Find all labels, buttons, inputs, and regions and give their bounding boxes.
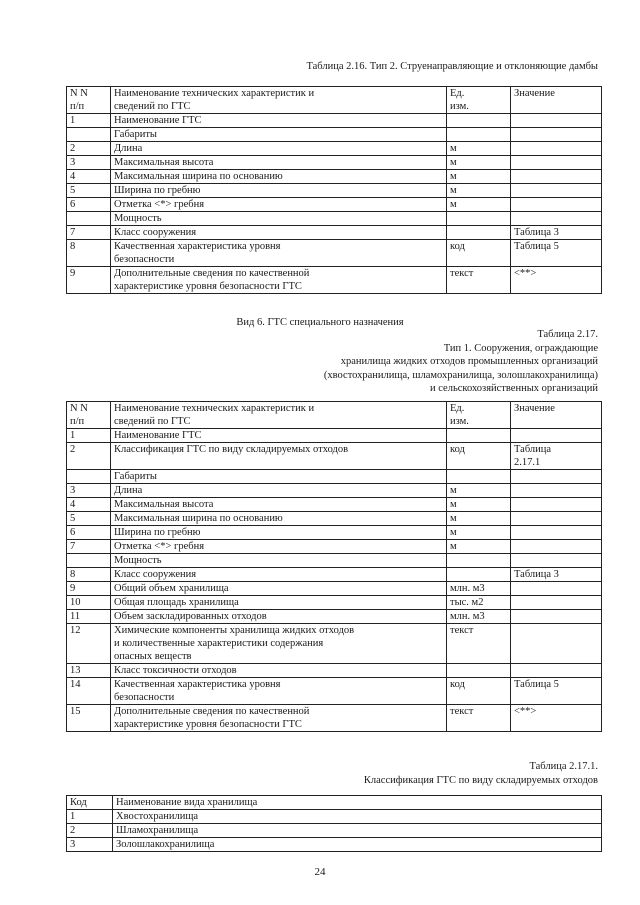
cell-unit: тыс. м2 [447,596,511,610]
cell-name: Класс токсичности отходов [111,664,447,678]
table-row [67,142,602,156]
cell-unit [447,429,511,443]
table-header-row [67,402,602,429]
table-row [67,824,602,838]
cell-num: 6 [67,198,111,212]
cell-unit [447,568,511,582]
header-name: Наименование вида хранилища [113,796,602,810]
table-2-17-1 [66,795,602,852]
cell-name: Дополнительные сведения по качественной характеристике уровня безопасности ГТС [111,705,447,732]
cell-value [511,484,602,498]
cell-num: 10 [67,596,111,610]
cell-name: Отметка <*> гребня [111,198,447,212]
cell-value [511,582,602,596]
table-row [67,198,602,212]
cell-num: 2 [67,142,111,156]
cell-unit: текст [447,705,511,732]
cell-code: 3 [67,838,113,852]
cell-unit: м [447,526,511,540]
cell-code: 2 [67,824,113,838]
table-row [67,582,602,596]
cell-value: Таблица 5 [511,240,602,267]
cell-num: 11 [67,610,111,624]
cell-name: Золошлакохранилища [113,838,602,852]
cell-num: 12 [67,624,111,664]
table-2-16-body [67,87,602,294]
caption-line: Тип 1. Сооружения, ограждающие [443,342,598,354]
cell-num: 7 [67,540,111,554]
table-row [67,484,602,498]
table-row [67,596,602,610]
cell-unit: текст [447,267,511,294]
table-2-16-caption: Таблица 2.16. Тип 2. Струенаправляющие и отклоняющие дамбы [306,61,598,72]
table-row [67,498,602,512]
cell-name: Классификация ГТС по виду складируемых отходов [111,443,447,470]
cell-value: Таблица 5 [511,678,602,705]
table-row [67,526,602,540]
cell-unit: млн. м3 [447,582,511,596]
cell-name: Хвостохранилища [113,810,602,824]
cell-value [511,512,602,526]
caption-line: (хвостохранилища, шламохранилища, золошлакохранилища) [323,369,598,381]
cell-value [511,540,602,554]
cell-name: Химические компоненты хранилища жидких отходов и количественные характеристики содержания опасных веществ [111,624,447,664]
cell-value [511,142,602,156]
cell-value [511,624,602,664]
cell-num: 15 [67,705,111,732]
cell-value [511,526,602,540]
cell-name: Объем заскладированных отходов [111,610,447,624]
cell-num: 9 [67,582,111,596]
header-unit: Ед. изм. [447,402,511,429]
header-code: Код [67,796,113,810]
header-name: Наименование технических характеристик и сведений по ГТС [111,402,447,429]
table-row [67,664,602,678]
cell-value [511,498,602,512]
cell-num [67,554,111,568]
cell-num: 13 [67,664,111,678]
table-row [67,429,602,443]
cell-value: <**> [511,705,602,732]
cell-num: 1 [67,429,111,443]
cell-value [511,610,602,624]
header-unit: Ед. изм. [447,87,511,114]
cell-name: Шламохранилища [113,824,602,838]
cell-unit: м [447,184,511,198]
header-value: Значение [511,87,602,114]
table-header-row [67,87,602,114]
cell-unit [447,226,511,240]
table-2-17-caption [324,328,598,396]
cell-value [511,470,602,484]
table-row [67,554,602,568]
table-row [67,470,602,484]
caption-line: и сельскохозяйственных организаций [430,383,598,394]
cell-value: Таблица 3 [511,568,602,582]
cell-name: Длина [111,142,447,156]
table-2-16 [66,86,602,294]
header-num: N N п/п [67,402,111,429]
page-number: 24 [314,866,326,878]
cell-value [511,198,602,212]
cell-unit [447,212,511,226]
cell-unit: м [447,512,511,526]
table-row [67,443,602,470]
cell-unit: текст [447,624,511,664]
table-row [67,240,602,267]
caption-line: хранилища жидких отходов промышленных организаций [340,356,598,367]
cell-unit: м [447,498,511,512]
table-row [67,512,602,526]
cell-name: Ширина по гребню [111,526,447,540]
cell-unit [447,114,511,128]
table-row [67,568,602,582]
cell-value [511,212,602,226]
header-num: N N п/п [67,87,111,114]
cell-name: Габариты [111,128,447,142]
cell-value: Таблица 3 [511,226,602,240]
cell-num [67,212,111,226]
cell-unit [447,664,511,678]
cell-name: Максимальная высота [111,498,447,512]
cell-num: 3 [67,484,111,498]
cell-value [511,170,602,184]
table-row [67,114,602,128]
cell-num: 6 [67,526,111,540]
cell-name: Длина [111,484,447,498]
cell-unit [447,128,511,142]
cell-name: Максимальная высота [111,156,447,170]
table-2-17-body [67,402,602,732]
cell-name: Качественная характеристика уровня безопасности [111,678,447,705]
cell-name: Общий объем хранилища [111,582,447,596]
cell-unit: м [447,156,511,170]
table-row [67,678,602,705]
cell-num: 8 [67,240,111,267]
table-row [67,170,602,184]
cell-value: Таблица 2.17.1 [511,443,602,470]
table-2-17-1-body [67,796,602,852]
cell-unit [447,470,511,484]
table-2-17 [66,401,602,732]
cell-unit: код [447,240,511,267]
cell-num: 4 [67,498,111,512]
cell-value [511,429,602,443]
caption-line: Таблица 2.17. [537,329,598,340]
cell-name: Мощность [111,554,447,568]
header-value: Значение [511,402,602,429]
table-row [67,705,602,732]
cell-name: Качественная характеристика уровня безопасности [111,240,447,267]
cell-name: Мощность [111,212,447,226]
table-row [67,128,602,142]
cell-num [67,470,111,484]
cell-unit: м [447,142,511,156]
cell-name: Габариты [111,470,447,484]
cell-num: 7 [67,226,111,240]
cell-unit: м [447,170,511,184]
cell-name: Максимальная ширина по основанию [111,512,447,526]
table-row [67,610,602,624]
cell-name: Максимальная ширина по основанию [111,170,447,184]
table-header-row [67,796,602,810]
table-row [67,212,602,226]
cell-name: Класс сооружения [111,226,447,240]
cell-unit: м [447,540,511,554]
cell-name: Отметка <*> гребня [111,540,447,554]
cell-num: 2 [67,443,111,470]
cell-value [511,554,602,568]
table-row [67,624,602,664]
caption-line: Таблица 2.17.1. [529,761,598,772]
table-row [67,226,602,240]
cell-value [511,184,602,198]
cell-unit: млн. м3 [447,610,511,624]
cell-num: 5 [67,512,111,526]
cell-num: 5 [67,184,111,198]
cell-name: Наименование ГТС [111,429,447,443]
cell-value [511,596,602,610]
cell-name: Дополнительные сведения по качественной характеристике уровня безопасности ГТС [111,267,447,294]
header-name: Наименование технических характеристик и сведений по ГТС [111,87,447,114]
table-row [67,156,602,170]
cell-name: Класс сооружения [111,568,447,582]
cell-value [511,128,602,142]
table-row [67,810,602,824]
cell-num [67,128,111,142]
cell-num: 9 [67,267,111,294]
table-row [67,267,602,294]
cell-unit: код [447,678,511,705]
table-row [67,184,602,198]
cell-name: Ширина по гребню [111,184,447,198]
cell-num: 8 [67,568,111,582]
cell-name: Общая площадь хранилища [111,596,447,610]
table-row [67,540,602,554]
cell-name: Наименование ГТС [111,114,447,128]
cell-value [511,156,602,170]
table-row [67,838,602,852]
cell-num: 4 [67,170,111,184]
cell-unit: м [447,484,511,498]
cell-value [511,114,602,128]
table-2-17-1-caption [364,760,598,788]
cell-value: <**> [511,267,602,294]
cell-unit [447,554,511,568]
cell-unit: код [447,443,511,470]
cell-value [511,664,602,678]
section-title: Вид 6. ГТС специального назначения [236,317,404,328]
cell-num: 3 [67,156,111,170]
cell-num: 14 [67,678,111,705]
cell-num: 1 [67,114,111,128]
caption-line: Классификация ГТС по виду складируемых отходов [363,775,598,786]
cell-code: 1 [67,810,113,824]
cell-unit: м [447,198,511,212]
